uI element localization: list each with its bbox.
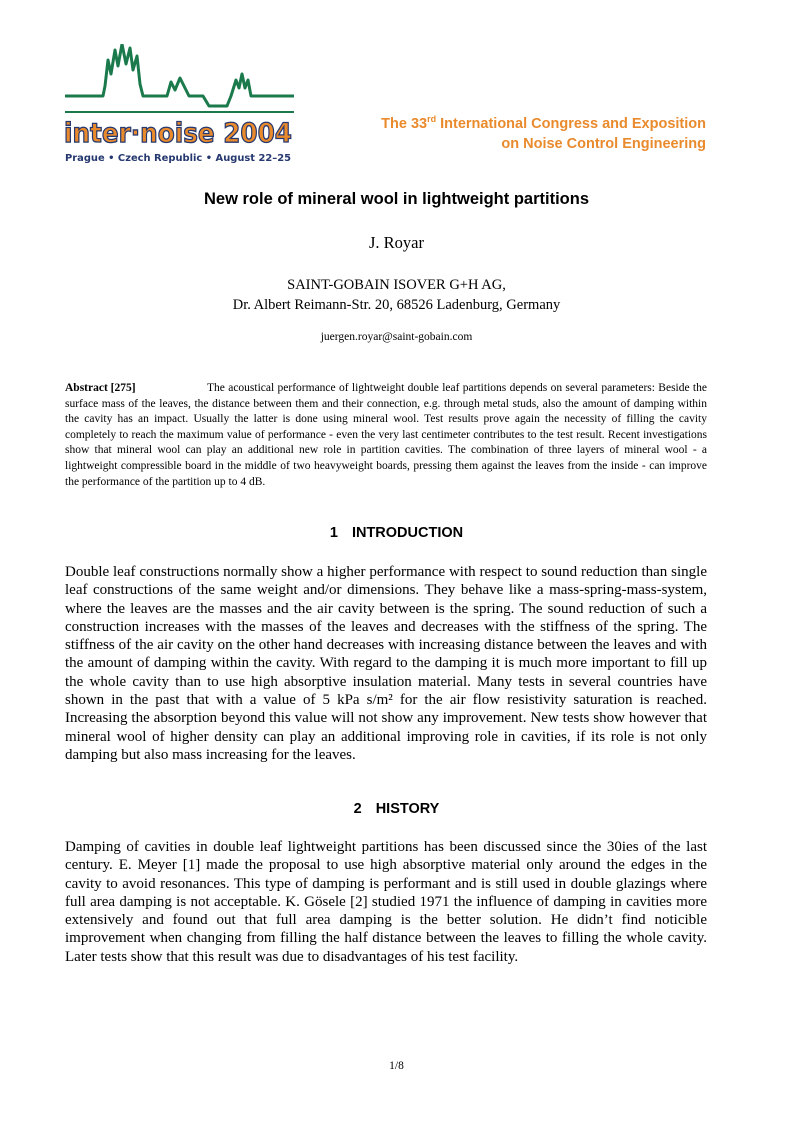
congress-line-2: on Noise Control Engineering <box>501 136 706 152</box>
logo-wordmark: inter·noise 2004 <box>64 118 292 149</box>
section-title: INTRODUCTION <box>351 525 464 541</box>
abstract <box>65 381 707 490</box>
congress-ordinal: rd <box>427 114 437 124</box>
section-heading-history <box>0 801 793 817</box>
abstract-text: The acoustical performance of lightweight double leaf partitions depends on several parameters: Beside the surface mass of the leaves, the distance between them and their connection, e.g. through metal studs, also the amount of damping within the cavity has an impact. Usually the latter is done using mineral wool. Test results prove again the necessity of filling the cavity completely to reach the maximum value of performance - even the very last centimeter contributes to the test result. Recent investigations show that mineral wool can play an additional new role in partition cavities. The combination of three layers of mineral wool - a lightweight compressible board in the middle of two heavyweight boards, pressing them against the leaves from the inside - can improve the performance of the partition up to 4 dB. <box>65 382 707 488</box>
affiliation-line-1: SAINT-GOBAIN ISOVER G+H AG, <box>287 277 506 293</box>
affiliation-line-2: Dr. Albert Reimann-Str. 20, 68526 Ladenburg, Germany <box>232 297 561 313</box>
author-email: juergen.royar@saint-gobain.com <box>320 331 473 343</box>
section-number: 1 <box>329 525 338 541</box>
conference-logo <box>63 44 295 166</box>
skyline-line <box>65 44 294 106</box>
section-body-history: Damping of cavities in double leaf lightweight partitions has been discussed since the 30ies of the last century. E. Meyer [1] made the proposal to use high absorptive material only around the edges in the cavity to avoid resonances. This type of damping is performant and is still used in double glazings where full area damping is not acceptable. K. Gösele [2] studied 1971 the influence of damping in cavities more extensively and found out that full area damping is the better solution. He didn’t find noticible improvement when changing from filling the half distance between the leaves to filling the whole cavity. Later tests show that this result was due to disadvantages of his test facility. <box>65 839 707 965</box>
page-number: 1/8 <box>389 1060 404 1072</box>
author-name: J. Royar <box>369 233 424 252</box>
section-body-introduction: Double leaf constructions normally show a higher performance with respect to sound reduction than single leaf constructions of the same weight and/or dimensions. They behave like a mass-spring-mass-system, where the leaves are the masses and the air cavity between is the spring. The sound reduction of such a construction increases with the masses of the leaves and decreases with the stiffness of the spring. The stiffness of the air cavity on the other hand decreases with increasing distance between the leaves and with the amount of damping within the cavity. With regard to the damping it is much more important to fill up the whole cavity than to use high absorptive insulation material. Many tests in several countries have shown in the past that with a value of 5 kPa s/m² for the air flow resistivity saturation is reached. Increasing the absorption beyond this value will not show any improvement. New tests show however that mineral wool of higher density can play an additional improving role in cavities, if its role is not only damping but also mass increasing for the leaves. <box>65 564 707 763</box>
congress-line-1-rest: International Congress and Exposition <box>436 116 706 132</box>
affiliation <box>0 275 793 315</box>
congress-prefix: The 33 <box>381 116 428 132</box>
logo-subtitle: Prague • Czech Republic • August 22–25 <box>65 153 292 164</box>
congress-line-1 <box>381 115 706 135</box>
section-title: HISTORY <box>375 801 440 817</box>
paper-title: New role of mineral wool in lightweight partitions <box>203 190 590 208</box>
section-heading-introduction <box>0 525 793 541</box>
congress-header <box>381 115 706 154</box>
section-number: 2 <box>353 801 362 817</box>
abstract-label: Abstract [275] <box>65 382 136 394</box>
